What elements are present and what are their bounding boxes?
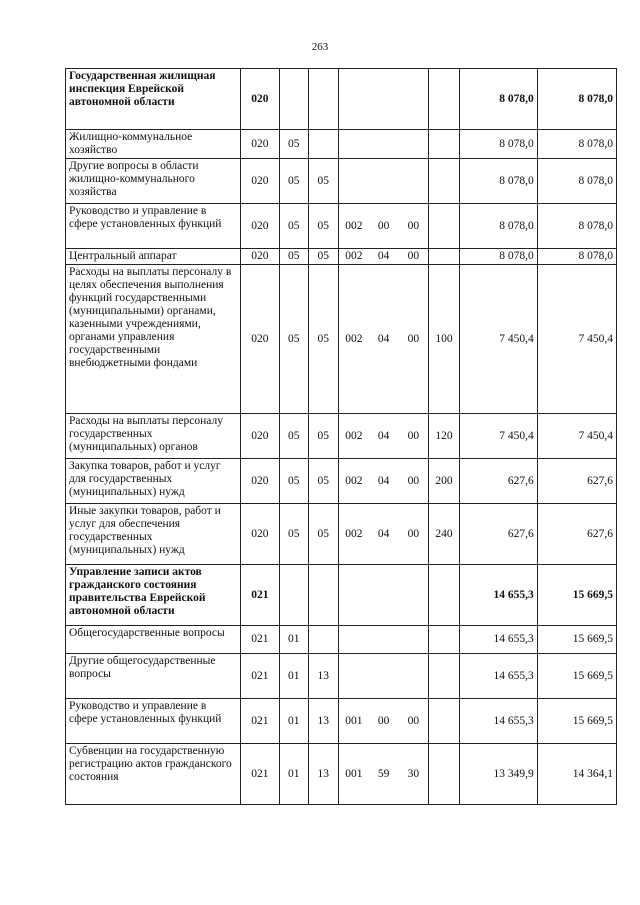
target-article-code-cell — [338, 565, 428, 626]
target-article-code-part: 002 — [345, 527, 363, 540]
subsection-code-cell: 13 — [308, 744, 338, 805]
expense-type-code-cell: 200 — [429, 459, 459, 504]
target-article-code-cell — [338, 654, 428, 699]
target-article-code-parts — [339, 430, 428, 443]
subsection-code-cell: 05 — [308, 249, 338, 265]
page-number: 263 — [311, 41, 329, 53]
amount-year1-cell: 8 078,0 — [459, 249, 537, 265]
target-article-code-parts — [339, 768, 428, 781]
table-row — [66, 744, 617, 805]
ministry-code-cell: 021 — [240, 699, 280, 744]
expense-type-code-cell — [429, 249, 459, 265]
table-row — [66, 654, 617, 699]
ministry-code-cell: 020 — [240, 130, 280, 159]
target-article-code-part: 30 — [407, 767, 420, 780]
target-article-code-part: 00 — [407, 714, 420, 727]
amount-year1-cell: 14 655,3 — [459, 699, 537, 744]
target-article-code-cell — [338, 414, 428, 459]
row-name-cell: Руководство и управление в сфере установленных функций — [66, 204, 241, 249]
expense-type-code-cell — [429, 130, 459, 159]
amount-year2-cell: 15 669,5 — [537, 654, 616, 699]
target-article-code-part: 04 — [377, 332, 390, 345]
target-article-code-part: 59 — [377, 767, 390, 780]
ministry-code-cell: 020 — [240, 159, 280, 204]
amount-year2-cell: 14 364,1 — [537, 744, 616, 805]
expense-type-code-cell — [429, 69, 459, 130]
expense-type-code-cell — [429, 204, 459, 249]
ministry-code-cell: 020 — [240, 459, 280, 504]
section-code-cell — [280, 565, 308, 626]
section-code-cell: 05 — [280, 414, 308, 459]
row-name-cell: Расходы на выплаты персоналу в целях обеспечения выполнения функций государственными (муниципальными) органами, казенными учреждениями, органами управления государственными внебюджетными фондами — [66, 265, 241, 414]
ministry-code-cell: 020 — [240, 414, 280, 459]
target-article-code-cell — [338, 204, 428, 249]
section-code-cell: 01 — [280, 626, 308, 654]
target-article-code-part: 00 — [407, 474, 420, 487]
row-name-cell: Руководство и управление в сфере установленных функций — [66, 699, 241, 744]
target-article-code-part: 002 — [345, 332, 363, 345]
amount-year1-cell: 13 349,9 — [459, 744, 537, 805]
table-row — [66, 565, 617, 626]
row-name-cell: Управление записи актов гражданского состояния правительства Еврейской автономной области — [66, 565, 241, 626]
row-name-cell: Государственная жилищная инспекция Еврейской автономной области — [66, 69, 241, 130]
expense-type-code-cell — [429, 626, 459, 654]
row-name-cell: Иные закупки товаров, работ и услуг для обеспечения государственных (муниципальных) нужд — [66, 504, 241, 565]
amount-year2-cell: 15 669,5 — [537, 626, 616, 654]
amount-year2-cell: 7 450,4 — [537, 265, 616, 414]
expense-type-code-cell — [429, 159, 459, 204]
target-article-code-part: 04 — [377, 527, 390, 540]
ministry-code-cell: 020 — [240, 204, 280, 249]
section-code-cell: 05 — [280, 159, 308, 204]
target-article-code-parts — [339, 715, 428, 728]
row-name-cell: Жилищно-коммунальное хозяйство — [66, 130, 241, 159]
subsection-code-cell: 13 — [308, 654, 338, 699]
target-article-code-cell — [338, 159, 428, 204]
ministry-code-cell: 020 — [240, 265, 280, 414]
ministry-code-cell: 021 — [240, 654, 280, 699]
section-code-cell: 01 — [280, 744, 308, 805]
target-article-code-part: 001 — [345, 767, 363, 780]
amount-year1-cell: 8 078,0 — [459, 130, 537, 159]
amount-year2-cell: 8 078,0 — [537, 204, 616, 249]
table-row — [66, 459, 617, 504]
amount-year2-cell: 15 669,5 — [537, 699, 616, 744]
section-code-cell: 05 — [280, 265, 308, 414]
target-article-code-cell — [338, 265, 428, 414]
section-code-cell: 05 — [280, 130, 308, 159]
target-article-code-parts — [339, 220, 428, 233]
expense-type-code-cell — [429, 654, 459, 699]
row-name-cell: Субвенции на государственную регистрацию актов гражданского состояния — [66, 744, 241, 805]
amount-year1-cell: 7 450,4 — [459, 414, 537, 459]
target-article-code-part: 00 — [407, 219, 420, 232]
target-article-code-part: 00 — [407, 250, 420, 262]
row-name-cell: Общегосударственные вопросы — [66, 626, 241, 654]
amount-year2-cell: 627,6 — [537, 459, 616, 504]
table-row — [66, 69, 617, 130]
section-code-cell: 05 — [280, 249, 308, 265]
target-article-code-cell — [338, 744, 428, 805]
table-body — [66, 69, 617, 805]
target-article-code-cell — [338, 69, 428, 130]
subsection-code-cell: 05 — [308, 204, 338, 249]
subsection-code-cell — [308, 626, 338, 654]
table-row — [66, 699, 617, 744]
section-code-cell: 05 — [280, 204, 308, 249]
target-article-code-parts — [339, 528, 428, 541]
row-name-cell: Расходы на выплаты персоналу государственных (муниципальных) органов — [66, 414, 241, 459]
subsection-code-cell — [308, 69, 338, 130]
target-article-code-part: 04 — [377, 474, 390, 487]
expense-type-code-cell — [429, 699, 459, 744]
ministry-code-cell: 021 — [240, 565, 280, 626]
table-row — [66, 265, 617, 414]
target-article-code-part: 00 — [407, 429, 420, 442]
table-row — [66, 204, 617, 249]
table-row — [66, 504, 617, 565]
amount-year2-cell: 8 078,0 — [537, 130, 616, 159]
row-name-cell: Другие вопросы в области жилищно-коммунального хозяйства — [66, 159, 241, 204]
subsection-code-cell: 05 — [308, 504, 338, 565]
amount-year2-cell: 8 078,0 — [537, 159, 616, 204]
subsection-code-cell: 13 — [308, 699, 338, 744]
target-article-code-cell — [338, 249, 428, 265]
target-article-code-parts — [339, 250, 428, 263]
subsection-code-cell — [308, 565, 338, 626]
amount-year2-cell: 15 669,5 — [537, 565, 616, 626]
table-row — [66, 249, 617, 265]
target-article-code-part: 00 — [407, 332, 420, 345]
amount-year1-cell: 14 655,3 — [459, 654, 537, 699]
row-name-cell: Другие общегосударственные вопросы — [66, 654, 241, 699]
expense-type-code-cell: 240 — [429, 504, 459, 565]
subsection-code-cell: 05 — [308, 414, 338, 459]
table-row — [66, 626, 617, 654]
section-code-cell: 05 — [280, 504, 308, 565]
target-article-code-part: 002 — [345, 219, 363, 232]
target-article-code-parts — [339, 333, 428, 346]
section-code-cell — [280, 69, 308, 130]
section-code-cell: 05 — [280, 459, 308, 504]
amount-year2-cell: 627,6 — [537, 504, 616, 565]
amount-year1-cell: 627,6 — [459, 459, 537, 504]
table-row — [66, 159, 617, 204]
table-row — [66, 130, 617, 159]
target-article-code-part: 002 — [345, 250, 363, 262]
target-article-code-cell — [338, 504, 428, 565]
target-article-code-part: 04 — [377, 250, 390, 262]
amount-year2-cell: 7 450,4 — [537, 414, 616, 459]
amount-year2-cell: 8 078,0 — [537, 249, 616, 265]
target-article-code-cell — [338, 130, 428, 159]
amount-year1-cell: 14 655,3 — [459, 626, 537, 654]
subsection-code-cell: 05 — [308, 459, 338, 504]
amount-year2-cell: 8 078,0 — [537, 69, 616, 130]
row-name-cell: Центральный аппарат — [66, 249, 241, 265]
target-article-code-cell — [338, 459, 428, 504]
target-article-code-part: 002 — [345, 429, 363, 442]
amount-year1-cell: 627,6 — [459, 504, 537, 565]
expense-type-code-cell — [429, 565, 459, 626]
amount-year1-cell: 8 078,0 — [459, 204, 537, 249]
subsection-code-cell — [308, 130, 338, 159]
section-code-cell: 01 — [280, 654, 308, 699]
target-article-code-part: 00 — [377, 219, 390, 232]
ministry-code-cell: 020 — [240, 249, 280, 265]
target-article-code-parts — [339, 475, 428, 488]
target-article-code-cell — [338, 626, 428, 654]
target-article-code-cell — [338, 699, 428, 744]
target-article-code-part: 04 — [377, 429, 390, 442]
section-code-cell: 01 — [280, 699, 308, 744]
amount-year1-cell: 14 655,3 — [459, 565, 537, 626]
amount-year1-cell: 7 450,4 — [459, 265, 537, 414]
ministry-code-cell: 020 — [240, 504, 280, 565]
expense-type-code-cell: 100 — [429, 265, 459, 414]
amount-year1-cell: 8 078,0 — [459, 69, 537, 130]
target-article-code-part: 00 — [377, 714, 390, 727]
row-name-cell: Закупка товаров, работ и услуг для государственных (муниципальных) нужд — [66, 459, 241, 504]
expense-type-code-cell: 120 — [429, 414, 459, 459]
budget-table — [65, 68, 617, 805]
ministry-code-cell: 021 — [240, 744, 280, 805]
subsection-code-cell: 05 — [308, 265, 338, 414]
table-row — [66, 414, 617, 459]
amount-year1-cell: 8 078,0 — [459, 159, 537, 204]
target-article-code-part: 002 — [345, 474, 363, 487]
target-article-code-part: 001 — [345, 714, 363, 727]
subsection-code-cell: 05 — [308, 159, 338, 204]
target-article-code-part: 00 — [407, 527, 420, 540]
ministry-code-cell: 021 — [240, 626, 280, 654]
expense-type-code-cell — [429, 744, 459, 805]
ministry-code-cell: 020 — [240, 69, 280, 130]
